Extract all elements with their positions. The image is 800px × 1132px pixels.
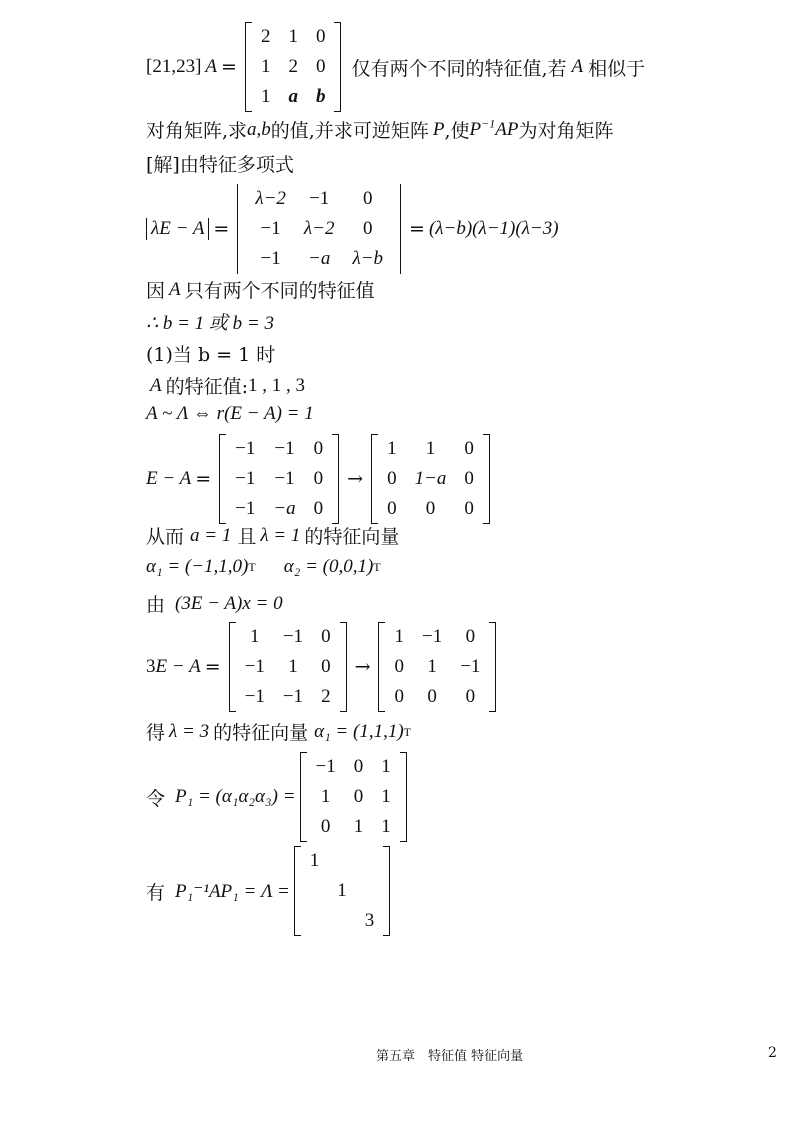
matrix-cell: 1−a xyxy=(414,468,447,489)
var-A: A xyxy=(169,278,181,300)
eigenvalues: 1 , 1 , 3 xyxy=(248,374,306,396)
matrix-cell: b xyxy=(315,86,326,107)
matrix-cell: 1 xyxy=(394,626,404,647)
solution-line-12 xyxy=(146,752,411,842)
matrix-row xyxy=(307,782,400,812)
matrix-E-A-reduced xyxy=(371,434,490,524)
matrix-cell: 1 xyxy=(288,26,298,47)
matrix-row xyxy=(378,464,483,494)
alpha3: α₁ = (1,1,1) xyxy=(314,720,404,742)
matrix-cell: 0 xyxy=(313,498,324,519)
problem-line-1 xyxy=(146,22,645,112)
matrix-cell: 2 xyxy=(321,686,331,707)
var-PinvAP: $P^{-1}AP$ xyxy=(469,116,519,140)
matrix-cell: 0 xyxy=(353,786,364,807)
matrix-row xyxy=(246,214,392,244)
matrix-cell xyxy=(301,906,329,936)
text: (1)当 b = 1 时 xyxy=(146,344,276,366)
alpha2: α₂ = (0,0,1) xyxy=(283,556,374,577)
matrix-cell: λ−2 xyxy=(255,188,286,209)
matrix-cell: −1 xyxy=(235,468,256,489)
matrix-cell: 0 xyxy=(464,498,474,519)
text: 且 xyxy=(237,526,257,548)
matrix-row xyxy=(385,682,489,712)
matrix-cell: 0 xyxy=(394,686,404,707)
reduction-2 xyxy=(146,622,500,712)
matrix-cell: 0 xyxy=(321,626,331,647)
matrix-P1 xyxy=(300,752,407,842)
matrix-cell: −1 xyxy=(421,626,443,647)
equals: = xyxy=(204,656,221,678)
problem-ref: [21,23] xyxy=(146,56,202,77)
matrix-row xyxy=(307,752,400,782)
matrix-row xyxy=(236,622,340,652)
matrix-cell: −1 xyxy=(260,218,281,239)
text: 只有两个不同的特征值 xyxy=(184,280,375,302)
matrix-row xyxy=(226,464,332,494)
matrix-cell: 0 xyxy=(353,756,364,777)
text: 令 xyxy=(146,787,166,810)
matrix-cell: 1 xyxy=(288,656,298,677)
solution-open xyxy=(146,150,294,177)
matrix-E-A xyxy=(219,434,339,524)
matrix-cell: 1 xyxy=(381,756,391,777)
matrix-Lambda xyxy=(294,846,391,936)
matrix-row xyxy=(226,494,332,524)
solution-line-10 xyxy=(146,590,283,617)
matrix-row xyxy=(378,494,483,524)
matrix-cell: λ−b xyxy=(352,248,384,269)
matrix-row xyxy=(252,52,335,82)
equals: = xyxy=(409,218,425,240)
matrix-cell: −1 xyxy=(235,438,256,459)
solution-line-3 xyxy=(146,276,375,303)
matrix-3E-A-reduced xyxy=(378,622,496,712)
text: 有 xyxy=(146,881,166,904)
matrix-row xyxy=(226,434,332,464)
problem-text-1: 仅有两个不同的特征值,若 xyxy=(351,57,567,80)
matrix-cell: 0 xyxy=(363,188,373,209)
math: a = 1 xyxy=(190,524,232,546)
arrow-icon: → xyxy=(354,656,371,678)
matrix-cell: −1 xyxy=(309,188,330,209)
math: P₁⁻¹AP₁ = Λ = xyxy=(175,880,290,902)
matrix-cell: 0 xyxy=(387,468,397,489)
problem-text-5: ,使 xyxy=(444,120,470,142)
math: λ = 3 xyxy=(169,720,210,742)
text: 的特征向量 xyxy=(304,526,400,548)
matrix-cell: 0 xyxy=(464,438,474,459)
matrix-cell: 1 xyxy=(425,438,436,459)
3E-minus-A: 3E − A xyxy=(146,656,201,677)
matrix-cell: 1 xyxy=(427,656,437,677)
matrix-cell: 0 xyxy=(464,468,474,489)
matrix-cell xyxy=(356,876,384,906)
matrix-cell: −1 xyxy=(244,686,265,707)
solution-line-11: 得 λ = 3 的特征向量 α₁ = (1,1,1) T xyxy=(146,718,411,745)
matrix-cell: −1 xyxy=(274,468,295,489)
det-line xyxy=(146,184,559,274)
matrix-cell: −1 xyxy=(315,756,336,777)
arrow-icon: → xyxy=(347,468,364,490)
equals: = xyxy=(221,56,237,78)
matrix-cell xyxy=(301,876,329,906)
chapter-title: 第五章 特征值 特征向量 xyxy=(376,1049,524,1064)
matrix-cell: 1 xyxy=(309,850,320,871)
matrix-cell: 1 xyxy=(381,786,391,807)
matrix-row xyxy=(246,184,392,214)
matrix-cell: 1 xyxy=(353,816,364,837)
problem-text-2: 相似于 xyxy=(588,57,646,80)
matrix-cell xyxy=(356,846,384,876)
matrix-row xyxy=(378,434,483,464)
matrix-cell: −1 xyxy=(460,656,481,677)
matrix-cell: 0 xyxy=(425,498,436,519)
matrix-cell: −1 xyxy=(282,686,304,707)
matrix-cell: 1 xyxy=(387,438,397,459)
problem-text-3: 对角矩阵,求 xyxy=(146,120,248,142)
matrix-cell: 0 xyxy=(465,626,476,647)
matrix-cell: λ−2 xyxy=(303,218,335,239)
solution-line-4 xyxy=(146,308,274,335)
E-minus-A: E − A xyxy=(146,468,192,489)
text: 由 xyxy=(146,594,166,616)
matrix-cell xyxy=(328,846,356,876)
problem-text-6: 为对角矩阵 xyxy=(518,120,614,142)
matrix-row xyxy=(236,682,340,712)
matrix-cell: 1 xyxy=(320,786,331,807)
matrix-3E-A xyxy=(229,622,347,712)
matrix-cell: 2 xyxy=(288,56,298,77)
text: ∴ b = 1 或 b = 3 xyxy=(146,313,274,334)
matrix-cell: 1 xyxy=(381,816,391,837)
matrix-cell: −a xyxy=(308,248,331,269)
var-A-2: A xyxy=(571,56,584,77)
math: (3E − A)x = 0 xyxy=(175,592,283,614)
matrix-cell: 1 xyxy=(337,880,347,901)
matrix-row xyxy=(385,622,489,652)
text: 因 xyxy=(146,280,166,302)
matrix-cell: −1 xyxy=(274,438,295,459)
matrix-cell: 3 xyxy=(364,910,375,931)
solution-line-9: α₁ = (−1,1,0) T α₂ = (0,0,1) T xyxy=(146,556,381,577)
matrix-cell: 1 xyxy=(249,626,260,647)
var-ab: a,b xyxy=(247,118,271,140)
matrix-row xyxy=(301,906,384,936)
matrix-cell: 0 xyxy=(321,656,331,677)
solution-open-text: [解]由特征多项式 xyxy=(146,154,294,176)
var-P: P xyxy=(432,118,445,140)
matrix-cell: 0 xyxy=(313,438,324,459)
matrix-cell: −a xyxy=(273,498,296,519)
matrix-row xyxy=(307,812,400,842)
matrix-cell: 1 xyxy=(260,56,271,77)
matrix-row xyxy=(252,82,335,112)
text: 的特征值: xyxy=(165,376,249,398)
matrix-cell: 0 xyxy=(315,56,326,77)
matrix-cell: −1 xyxy=(244,656,265,677)
text: 的特征向量 xyxy=(213,722,309,744)
problem-line-2 xyxy=(146,116,613,143)
matrix-cell: a xyxy=(288,86,298,107)
solution-line-5 xyxy=(146,340,275,367)
var-A: A xyxy=(150,374,162,396)
problem-text-4: 的值,并求可逆矩阵 xyxy=(270,120,429,142)
text: 得 xyxy=(146,722,166,744)
matrix-cell: −1 xyxy=(235,498,256,519)
matrix-row xyxy=(246,244,392,274)
solution-line-6 xyxy=(146,372,305,399)
matrix-cell: 0 xyxy=(394,656,404,677)
matrix-cell: 0 xyxy=(387,498,397,519)
text: A ~ Λ ⇔ r(E − A) = 1 xyxy=(146,403,314,424)
var-A: A xyxy=(205,56,218,77)
det-factor: (λ−b)(λ−1)(λ−3) xyxy=(428,218,559,239)
matrix-row xyxy=(252,22,335,52)
text: 从而 xyxy=(146,526,185,548)
math: P₁ = (α₁α₂α₃) = xyxy=(175,786,296,807)
matrix-cell: 0 xyxy=(465,686,476,707)
page-number: 2 xyxy=(768,1045,777,1061)
reduction-1 xyxy=(146,434,494,524)
matrix-row xyxy=(236,652,340,682)
math: λ = 1 xyxy=(260,524,301,546)
matrix-cell: 2 xyxy=(260,26,271,47)
matrix-cell: −1 xyxy=(260,248,281,269)
det-lhs: λE − A xyxy=(146,218,209,240)
equals: = xyxy=(195,468,212,490)
determinant-matrix xyxy=(237,184,401,274)
matrix-row xyxy=(385,652,489,682)
matrix-cell: 0 xyxy=(320,816,331,837)
matrix-cell: 0 xyxy=(313,468,324,489)
matrix-cell: 0 xyxy=(315,26,326,47)
solution-line-8 xyxy=(146,522,399,549)
alpha1: α₁ = (−1,1,0) xyxy=(146,556,249,577)
matrix-cell: 0 xyxy=(363,218,373,239)
matrix-row xyxy=(301,846,384,876)
matrix-cell: 1 xyxy=(260,86,271,107)
matrix-cell: 0 xyxy=(427,686,437,707)
equals: = xyxy=(213,218,230,240)
matrix-row xyxy=(301,876,384,906)
solution-line-7 xyxy=(146,403,314,425)
matrix-cell: −1 xyxy=(282,626,304,647)
matrix-cell xyxy=(328,906,356,936)
solution-line-13 xyxy=(146,846,394,936)
matrix-A xyxy=(245,22,342,112)
